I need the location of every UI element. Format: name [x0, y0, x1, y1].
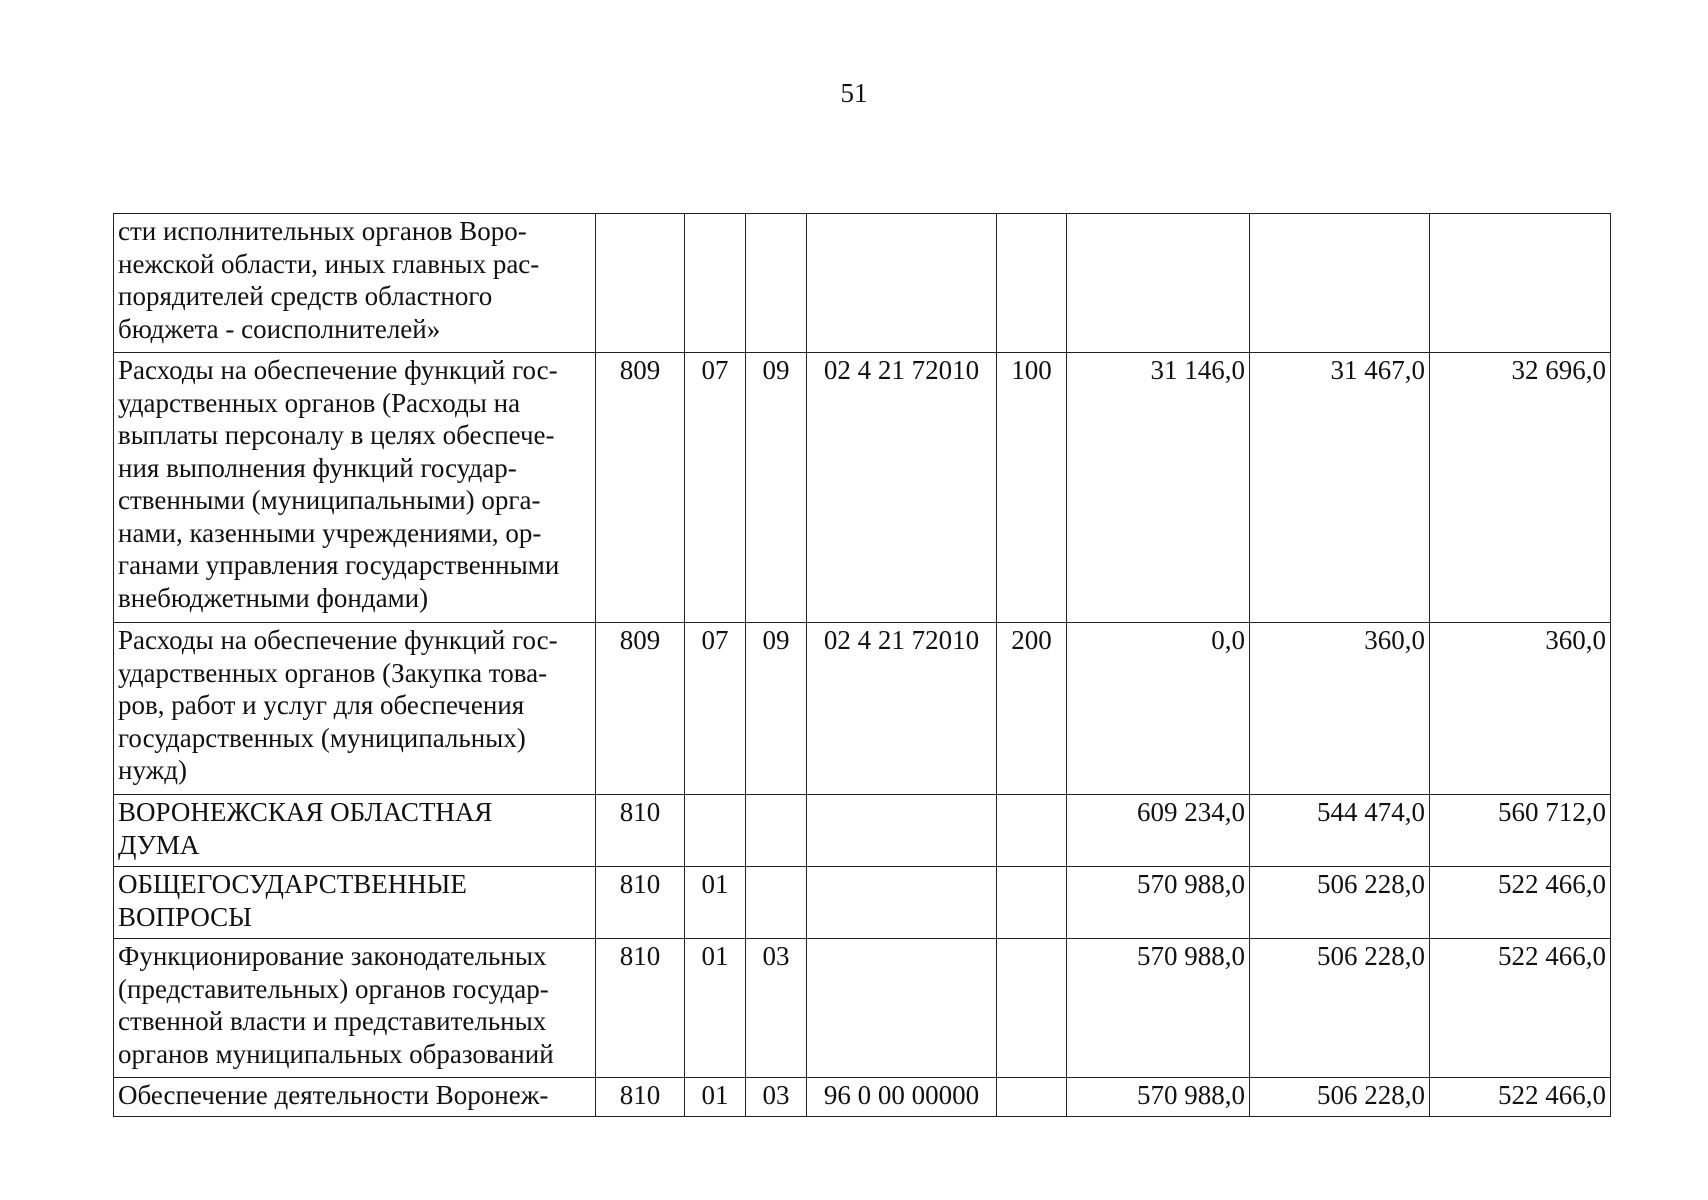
cell-amount-1: 570 988,0 — [1067, 939, 1250, 1078]
cell-vr — [997, 1078, 1067, 1117]
cell-csr — [807, 214, 997, 353]
cell-csr — [807, 795, 997, 867]
cell-rz — [685, 214, 746, 353]
cell-amount-2: 506 228,0 — [1250, 1078, 1430, 1117]
cell-gr: 810 — [596, 795, 685, 867]
cell-amount-1: 570 988,0 — [1067, 867, 1250, 939]
budget-table — [113, 213, 1611, 1117]
cell-gr: 809 — [596, 623, 685, 795]
cell-csr: 96 0 00 00000 — [807, 1078, 997, 1117]
cell-name: Расходы на обеспечение функций гос- ударственных органов (Расходы на выплаты персоналу в целях обеспече- ния выполнения функций государ- ственными (муниципальными) орга- нами, казенными учреждениями, ор- ганами управления государственными внебюджетными фондами) — [114, 353, 596, 623]
cell-name: сти исполнительных органов Воро- нежской области, иных главных рас- порядителей средств областного бюджета - соисполнителей» — [114, 214, 596, 353]
cell-amount-2: 506 228,0 — [1250, 939, 1430, 1078]
table-row — [114, 795, 1611, 867]
cell-pr — [746, 214, 807, 353]
cell-csr — [807, 867, 997, 939]
table-row — [114, 1078, 1611, 1117]
cell-csr: 02 4 21 72010 — [807, 353, 997, 623]
cell-amount-2: 31 467,0 — [1250, 353, 1430, 623]
cell-name: ВОРОНЕЖСКАЯ ОБЛАСТНАЯ ДУМА — [114, 795, 596, 867]
table-row — [114, 353, 1611, 623]
cell-csr — [807, 939, 997, 1078]
cell-pr — [746, 867, 807, 939]
cell-amount-2: 360,0 — [1250, 623, 1430, 795]
cell-csr: 02 4 21 72010 — [807, 623, 997, 795]
cell-pr: 03 — [746, 1078, 807, 1117]
cell-vr — [997, 867, 1067, 939]
cell-name: Обеспечение деятельности Воронеж- — [114, 1078, 596, 1117]
cell-amount-1: 31 146,0 — [1067, 353, 1250, 623]
cell-amount-3: 522 466,0 — [1430, 939, 1611, 1078]
cell-amount-2 — [1250, 214, 1430, 353]
cell-amount-1 — [1067, 214, 1250, 353]
cell-name: ОБЩЕГОСУДАРСТВЕННЫЕ ВОПРОСЫ — [114, 867, 596, 939]
cell-amount-1: 0,0 — [1067, 623, 1250, 795]
cell-rz: 07 — [685, 623, 746, 795]
cell-amount-2: 506 228,0 — [1250, 867, 1430, 939]
cell-pr: 09 — [746, 353, 807, 623]
cell-amount-1: 570 988,0 — [1067, 1078, 1250, 1117]
cell-gr: 810 — [596, 1078, 685, 1117]
cell-gr: 810 — [596, 867, 685, 939]
cell-amount-1: 609 234,0 — [1067, 795, 1250, 867]
cell-rz: 01 — [685, 867, 746, 939]
cell-rz: 01 — [685, 1078, 746, 1117]
cell-pr — [746, 795, 807, 867]
cell-vr — [997, 214, 1067, 353]
cell-amount-3: 560 712,0 — [1430, 795, 1611, 867]
table-row — [114, 939, 1611, 1078]
cell-gr — [596, 214, 685, 353]
table-row — [114, 623, 1611, 795]
cell-rz: 01 — [685, 939, 746, 1078]
table-row — [114, 867, 1611, 939]
cell-amount-3: 32 696,0 — [1430, 353, 1611, 623]
cell-gr: 809 — [596, 353, 685, 623]
cell-amount-3: 360,0 — [1430, 623, 1611, 795]
cell-gr: 810 — [596, 939, 685, 1078]
cell-name: Расходы на обеспечение функций гос- ударственных органов (Закупка това- ров, работ и услуг для обеспечения государственных (муниципальных) нужд) — [114, 623, 596, 795]
cell-amount-3: 522 466,0 — [1430, 867, 1611, 939]
cell-rz — [685, 795, 746, 867]
cell-rz: 07 — [685, 353, 746, 623]
cell-name: Функционирование законодательных (представительных) органов государ- ственной власти и представительных органов муниципальных образований — [114, 939, 596, 1078]
table-row — [114, 214, 1611, 353]
cell-vr — [997, 795, 1067, 867]
table-body — [114, 214, 1611, 1117]
cell-vr — [997, 939, 1067, 1078]
cell-amount-3 — [1430, 214, 1611, 353]
cell-vr: 100 — [997, 353, 1067, 623]
cell-vr: 200 — [997, 623, 1067, 795]
cell-pr: 03 — [746, 939, 807, 1078]
cell-amount-3: 522 466,0 — [1430, 1078, 1611, 1117]
cell-amount-2: 544 474,0 — [1250, 795, 1430, 867]
page-number: 51 — [840, 78, 868, 108]
cell-pr: 09 — [746, 623, 807, 795]
